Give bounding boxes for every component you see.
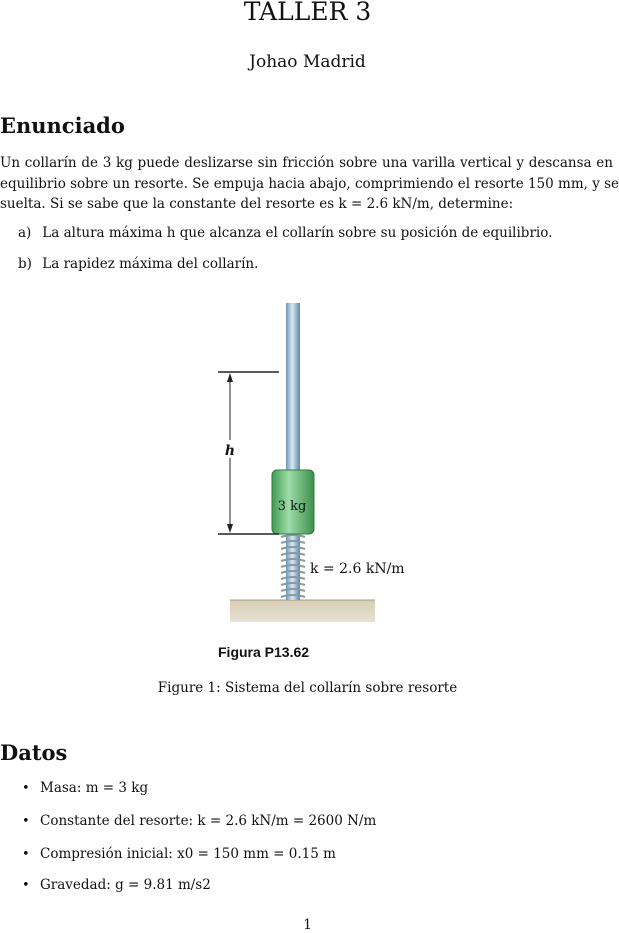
vertical-rod [286, 303, 300, 600]
spring-constant-label: k = 2.6 kN/m [310, 561, 405, 577]
bullet-icon: • [22, 878, 30, 893]
list-item: • Constante del resorte: k = 2.6 kN/m = 2600 N/m [22, 813, 377, 829]
list-item: • Gravedad: g = 9.81 m/s2 [22, 877, 211, 893]
enumerate-label: a) [18, 225, 32, 241]
statement-line: suelta. Si se sabe que la constante del resorte es k = 2.6 kN/m, determine: [0, 196, 514, 213]
height-label: h [224, 443, 236, 459]
statement-paragraph [0, 153, 619, 215]
author: Johao Madrid [249, 52, 366, 72]
enumerate-item-a [18, 225, 552, 241]
page-number: 1 [303, 917, 312, 933]
list-item: • Masa: m = 3 kg [22, 780, 149, 796]
bullet-icon: • [22, 814, 30, 829]
enumerate-item-b [18, 256, 258, 272]
bullet-icon: • [22, 781, 30, 796]
figure-label: Figura P13.62 [218, 644, 310, 660]
collar-spring-figure [205, 300, 405, 665]
enumerate-text: La altura máxima h que alcanza el collarín sobre su posición de equilibrio. [42, 225, 553, 241]
document-title: TALLER 3 [243, 0, 372, 26]
section-heading-enunciado: Enunciado [0, 113, 125, 138]
mass-label: 3 kg [277, 499, 307, 514]
ground [230, 600, 375, 622]
enumerate-text: La rapidez máxima del collarín. [42, 256, 259, 272]
list-item: • Compresión inicial: x0 = 150 mm = 0.15 m [22, 846, 336, 862]
section-heading-datos: Datos [0, 740, 68, 765]
bullet-icon: • [22, 847, 30, 862]
enumerate-label: b) [18, 256, 32, 272]
statement-line: equilibrio sobre un resorte. Se empuja hacia abajo, comprimiendo el resorte 150 mm, y se [0, 175, 619, 192]
figure-caption: Figure 1: Sistema del collarín sobre resorte [157, 680, 458, 696]
statement-line: Un collarín de 3 kg puede deslizarse sin fricción sobre una varilla vertical y descansa en [0, 155, 613, 171]
